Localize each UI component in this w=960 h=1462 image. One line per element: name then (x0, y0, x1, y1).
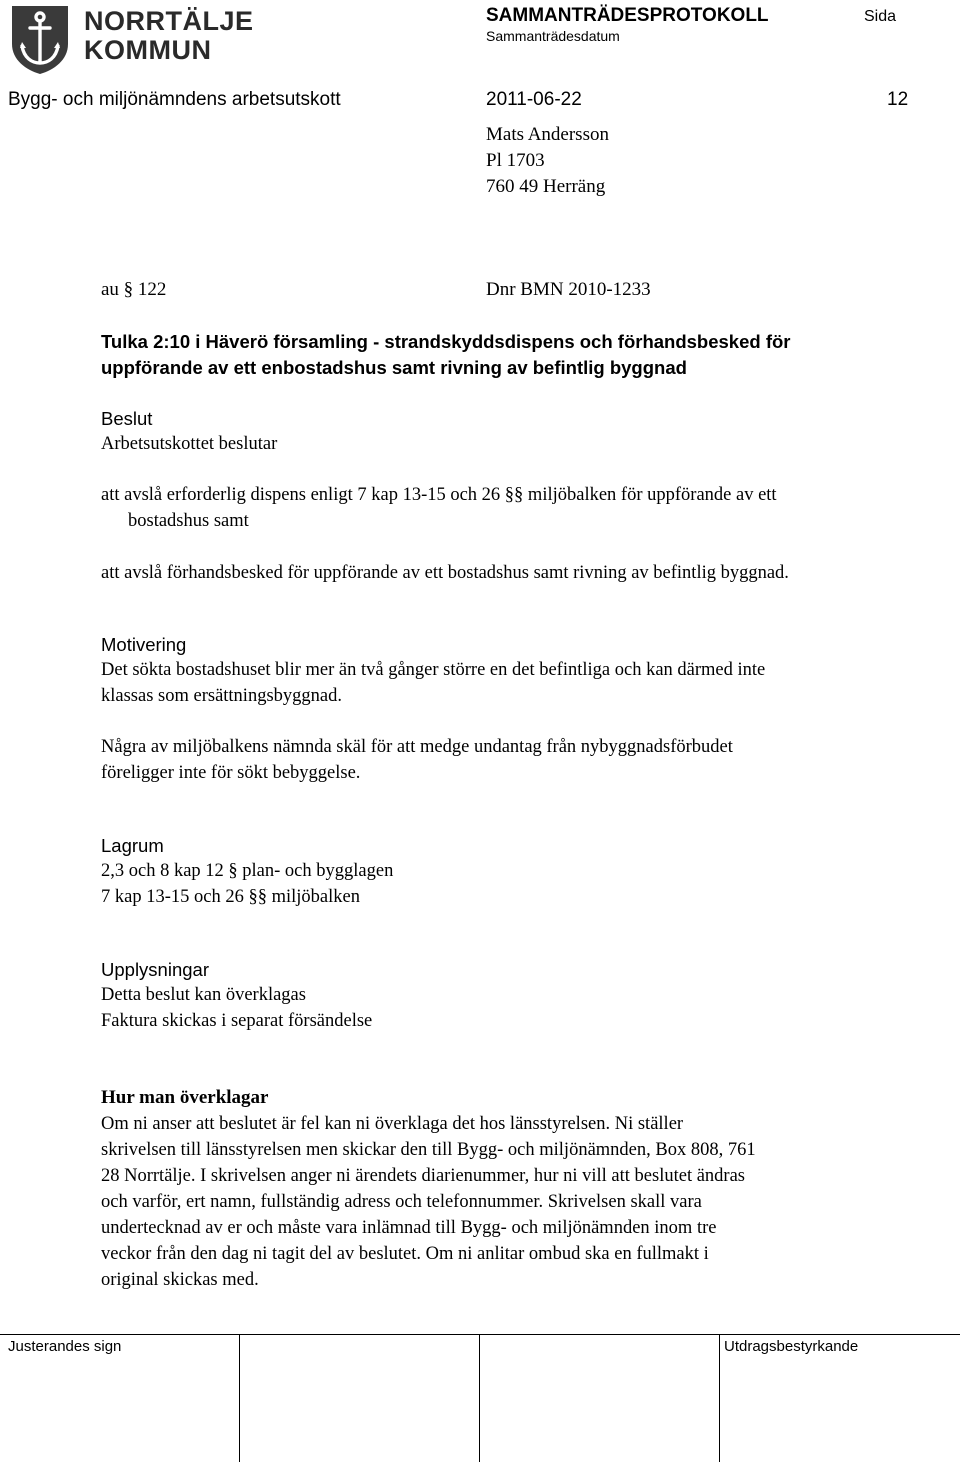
upplysningar-heading: Upplysningar (101, 959, 209, 980)
beslut-item2: att avslå förhandsbesked för uppförande av ett bostadshus samt rivning av befintlig byggnad. (101, 563, 789, 583)
motivering-p2-line2: föreligger inte för sökt bebyggelse. (101, 763, 361, 783)
committee-name: Bygg- och miljönämndens arbetsutskott (8, 89, 341, 110)
case-title-line2: uppförande av ett enbostadshus samt rivning av befintlig byggnad (101, 357, 687, 378)
logo-text-line1: NORRTÄLJE (84, 6, 254, 36)
paragraph-ref: au § 122 (101, 279, 167, 300)
beslut-item1-line2: bostadshus samt (128, 511, 249, 531)
overklagan-line: veckor från den dag ni tagit del av beslutet. Om ni anlitar ombud ska en fullmakt i (101, 1244, 709, 1264)
justerandes-sign-label: Justerandes sign (8, 1338, 122, 1355)
meeting-date: 2011-06-22 (486, 89, 582, 110)
overklagan-line: Om ni anser att beslutet är fel kan ni överklaga det hos länsstyrelsen. Ni ställer (101, 1114, 684, 1134)
case-title-line1: Tulka 2:10 i Häverö församling - strandskyddsdispens och förhandsbesked för (101, 331, 791, 352)
beslut-item1-line1: att avslå erforderlig dispens enligt 7 kap 13-15 och 26 §§ miljöbalken för uppförande av ett (101, 485, 777, 505)
meeting-date-label: Sammanträdesdatum (486, 28, 620, 44)
footer-cell-divider (479, 1334, 480, 1462)
protocol-title: SAMMANTRÄDESPROTOKOLL (486, 5, 769, 26)
beslut-intro: Arbetsutskottet beslutar (101, 434, 278, 454)
logo-text-line2: KOMMUN (84, 35, 212, 65)
recipient-name: Mats Andersson (486, 124, 609, 145)
upplysningar-line1: Detta beslut kan överklagas (101, 985, 306, 1005)
footer-divider (0, 1334, 960, 1335)
overklagan-line: 28 Norrtälje. I skrivelsen anger ni ärendets diarienummer, hur ni vill att beslutet ändras (101, 1166, 745, 1186)
footer-cell-divider (719, 1334, 720, 1462)
upplysningar-line2: Faktura skickas i separat försändelse (101, 1011, 373, 1031)
lagrum-heading: Lagrum (101, 835, 164, 856)
lagrum-line1: 2,3 och 8 kap 12 § plan- och bygglagen (101, 861, 394, 881)
motivering-p1-line2: klassas som ersättningsbyggnad. (101, 686, 342, 706)
footer-cell-divider (239, 1334, 240, 1462)
motivering-heading: Motivering (101, 634, 187, 655)
dnr: Dnr BMN 2010-1233 (486, 279, 651, 300)
motivering-p2-line1: Några av miljöbalkens nämnda skäl för att medge undantag från nybyggnadsförbudet (101, 737, 733, 757)
page-number: 12 (887, 89, 909, 110)
anchor-shield-icon (8, 4, 72, 76)
page-label: Sida (864, 8, 897, 25)
overklagan-line: original skickas med. (101, 1270, 259, 1290)
overklagan-heading: Hur man överklagar (101, 1087, 269, 1108)
recipient-box: Pl 1703 (486, 150, 545, 171)
utdragsbestyrkande-label: Utdragsbestyrkande (724, 1338, 859, 1355)
overklagan-line: och varför, ert namn, fullständig adress och telefonnummer. Skrivelsen skall vara (101, 1192, 702, 1212)
motivering-p1-line1: Det sökta bostadshuset blir mer än två gånger större en det befintliga och kan därmed inte (101, 660, 766, 680)
lagrum-line2: 7 kap 13-15 och 26 §§ miljöbalken (101, 887, 360, 907)
beslut-heading: Beslut (101, 408, 153, 429)
overklagan-line: skrivelsen till länsstyrelsen men skickar den till Bygg- och miljönämnden, Box 808, 761 (101, 1140, 756, 1160)
recipient-postal: 760 49 Herräng (486, 176, 606, 197)
overklagan-line: undertecknad av er och måste vara inlämnad till Bygg- och miljönämnden inom tre (101, 1218, 717, 1238)
